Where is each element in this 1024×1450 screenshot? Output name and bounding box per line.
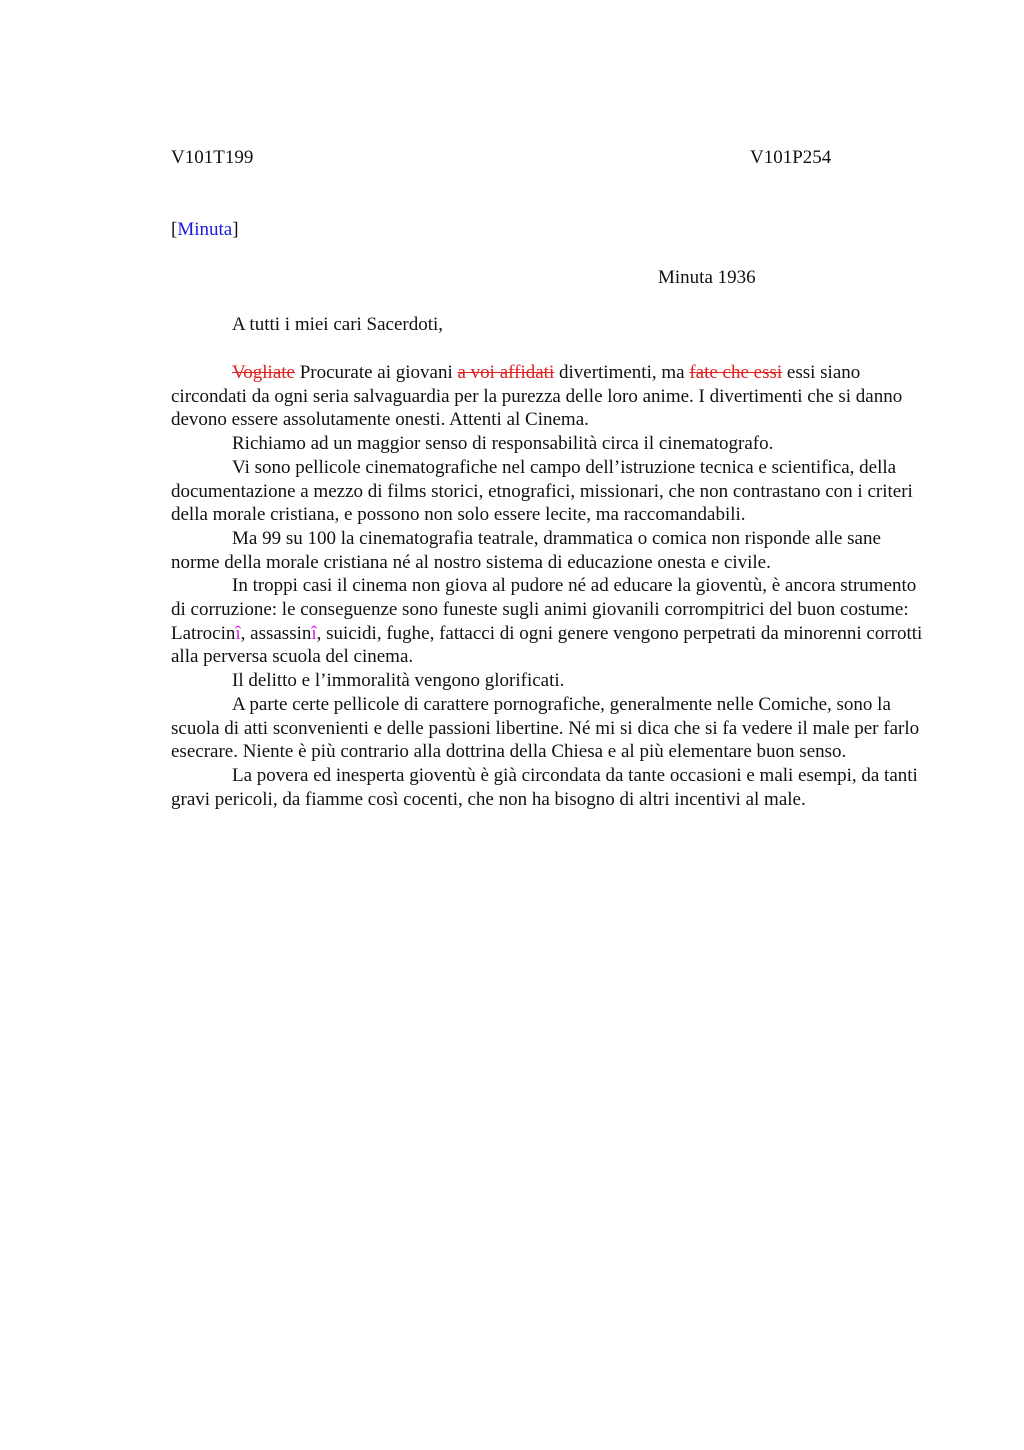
bracket-close: ] (232, 219, 239, 240)
paragraph-4: Ma 99 su 100 la cinematografia teatrale, drammatica o comica non risponde alle sane norme della morale cristiana né al nostro sistema di educazione onesta e civile. (171, 527, 881, 573)
accent-mark: î (235, 622, 241, 644)
text-run: Procurate ai giovani (294, 362, 458, 383)
paragraph-6: Il delitto e l’immoralità vengono glorificati. (232, 670, 565, 692)
paragraph-2: Richiamo ad un maggior senso di responsabilità circa il cinematografo. (232, 433, 774, 455)
paragraph-5 (171, 574, 931, 669)
accent-mark: î (311, 622, 317, 644)
letter-body (171, 361, 931, 811)
text-run: divertimenti, ma (554, 362, 690, 383)
text-run: , assassin (240, 622, 312, 644)
deleted-text: Vogliate (232, 362, 295, 383)
document-reference-right: V101P254 (750, 147, 832, 168)
bracket-open: [ (171, 219, 178, 240)
text-run: In troppi casi il cinema non giova al pudore né ad educare la gioventù, è ancora strumento di corruzione: le conseguenze sono funeste sugli animi giovanili corrompitrici del buon costume: Latrocin (171, 575, 917, 644)
text-run: , suicidi, fughe, fattacci di ogni genere vengono perpetrati da minorenni corrotti alla perversa scuola del cinema. (171, 622, 923, 668)
paragraph-1 (171, 361, 931, 432)
paragraph-8: La povera ed inesperta gioventù è già circondata da tante occasioni e mali esempi, da tanti gravi pericoli, da fiamme così cocenti, che non ha bisogno di altri incentivi al male. (171, 764, 918, 810)
document-date: Minuta 1936 (658, 267, 756, 288)
deleted-text: fate che essi (689, 362, 783, 383)
text-run: essi siano circondati da ogni seria salvaguardia per la purezza delle loro anime. I divertimenti che si danno devono essere assolutamente onesti. Attenti al Cinema. (171, 362, 903, 431)
deleted-text: a voi affidati (457, 362, 555, 383)
document-reference-left: V101T199 (171, 147, 254, 168)
document-kind (171, 218, 239, 242)
document-kind-label: Minuta (177, 219, 233, 240)
paragraph-7: A parte certe pellicole di carattere pornografiche, generalmente nelle Comiche, sono la scuola di atti sconvenienti e delle passioni libertine. Né mi si dica che si fa vedere il male per farlo esecrare. Niente è più contrario alla dottrina della Chiesa e al più elementare buon senso. (171, 693, 920, 763)
paragraph-3: Vi sono pellicole cinematografiche nel campo dell’istruzione tecnica e scientifica, della documentazione a mezzo di films storici, etnografici, missionari, che non contrastano con i criteri della morale cristiana, e possono non solo essere lecite, ma raccomandabili. (171, 456, 913, 526)
salutation: A tutti i miei cari Sacerdoti, (232, 314, 444, 335)
